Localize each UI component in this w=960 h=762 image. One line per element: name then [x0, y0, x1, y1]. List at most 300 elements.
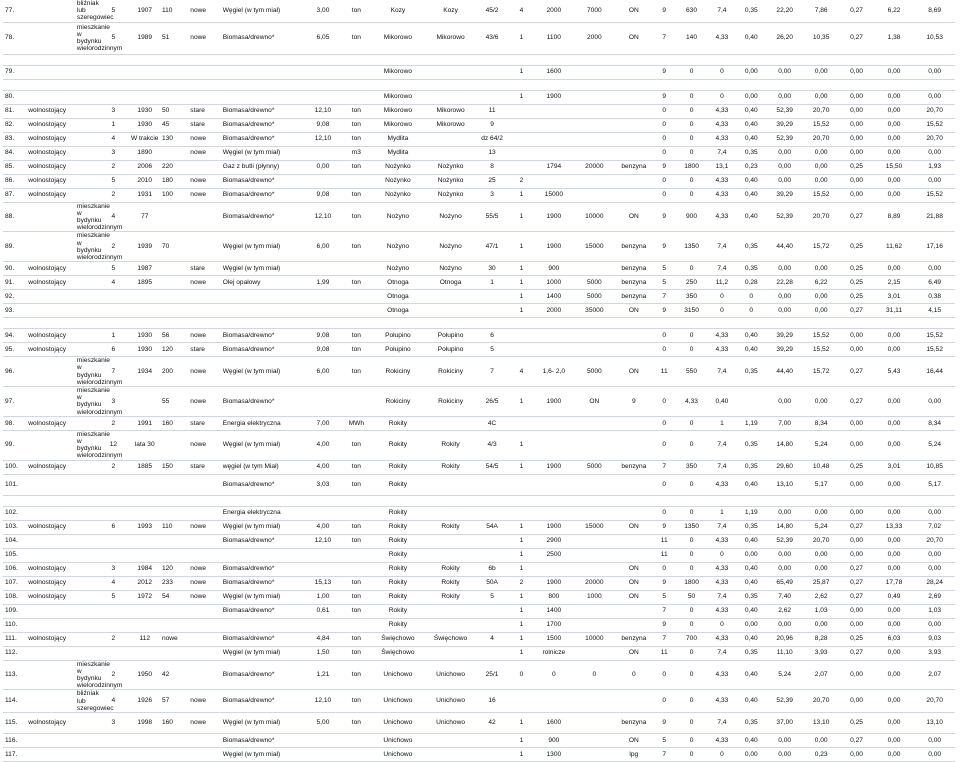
table-row [3, 748, 955, 762]
table-cell: 0,27 [839, 202, 873, 232]
table-cell [574, 90, 615, 104]
table-cell: 2010 [129, 174, 161, 188]
table-cell: Połupino [370, 343, 427, 357]
table-cell [303, 262, 344, 276]
table-row [3, 534, 955, 548]
table-cell: 9 [653, 713, 675, 734]
table-cell [161, 290, 189, 304]
table-cell: 52,39 [766, 202, 802, 232]
table-cell: 2,07 [803, 660, 839, 690]
table-cell: 1 [98, 118, 128, 132]
table-cell [161, 604, 189, 618]
table-cell: 39,29 [766, 118, 802, 132]
table-cell: Otnoga [370, 290, 427, 304]
table-cell: 1 [509, 262, 533, 276]
table-cell: 0 [653, 174, 675, 188]
table-cell: 2000 [534, 304, 575, 318]
table-cell [426, 79, 475, 90]
table-cell: ON [615, 22, 653, 54]
table-cell: 0,49 [874, 590, 915, 604]
table-cell [303, 65, 344, 79]
table-cell: 1100 [534, 22, 575, 54]
table-cell: 15,72 [803, 357, 839, 387]
table-cell [534, 318, 575, 329]
row-number-cell: 111. [3, 632, 27, 646]
table-cell [803, 79, 839, 90]
table-cell: 0 [675, 416, 707, 430]
table-cell: 1 [509, 632, 533, 646]
table-cell: nowe [189, 174, 221, 188]
table-cell: 160 [161, 713, 189, 734]
table-cell: 1800 [675, 160, 707, 174]
table-cell [426, 65, 475, 79]
table-cell: 9,03 [914, 632, 955, 646]
table-cell: 7000 [574, 0, 615, 22]
table-cell [653, 318, 675, 329]
table-cell: 0,00 [736, 90, 766, 104]
table-cell [426, 318, 475, 329]
table-cell: 20,96 [766, 632, 802, 646]
table-cell: Biomasa/drewno* [222, 174, 303, 188]
table-cell [76, 618, 98, 632]
table-row [3, 506, 955, 520]
table-cell: 2006 [129, 160, 161, 174]
table-cell: Mikorowo [370, 118, 427, 132]
table-cell [189, 506, 221, 520]
table-cell: Nożynko [370, 174, 427, 188]
table-cell: 42 [475, 713, 509, 734]
table-cell: 5 [98, 22, 128, 54]
table-cell: Nożyno [426, 202, 475, 232]
table-cell: 1 [509, 618, 533, 632]
table-cell: bliźniak lub szeregowiec [76, 0, 114, 22]
table-cell: 20,70 [803, 534, 839, 548]
table-cell: Węgiel (w tym miał) [222, 430, 303, 460]
table-cell [708, 79, 736, 90]
table-cell: 4 [98, 132, 128, 146]
table-cell [303, 304, 344, 318]
table-cell [534, 79, 575, 90]
table-cell: Rokity [370, 590, 427, 604]
table-row [3, 590, 955, 604]
table-cell: lpg [615, 748, 653, 762]
table-cell: 4,00 [303, 460, 344, 474]
table-cell: Unichowo [426, 690, 475, 713]
table-cell [98, 290, 128, 304]
table-cell: 4,33 [708, 343, 736, 357]
table-cell: 0 [675, 118, 707, 132]
table-cell: 4,33 [708, 690, 736, 713]
table-cell: 0,35 [736, 0, 766, 22]
table-cell [574, 79, 615, 90]
table-cell: Energia elektryczna [222, 506, 303, 520]
table-row [3, 416, 955, 430]
table-cell [189, 474, 221, 495]
table-cell: 1926 [129, 690, 161, 713]
table-cell: 1890 [129, 146, 161, 160]
table-cell [76, 646, 98, 660]
table-cell: stare [189, 104, 221, 118]
table-cell: 6,00 [303, 357, 344, 387]
table-cell: 2900 [534, 534, 575, 548]
table-cell: wolnostojący [27, 713, 76, 734]
table-cell: 45/2 [475, 0, 509, 22]
table-cell [189, 290, 221, 304]
table-cell [574, 329, 615, 343]
table-cell [574, 188, 615, 202]
table-cell: 7,4 [708, 357, 736, 387]
table-cell: 900 [534, 262, 575, 276]
table-cell: rolnicze [534, 646, 575, 660]
table-cell: 42 [161, 660, 189, 690]
table-cell [27, 232, 76, 262]
table-cell: 0,00 [874, 604, 915, 618]
table-cell: 39,29 [766, 343, 802, 357]
table-cell: 12,10 [303, 534, 344, 548]
table-cell [76, 276, 98, 290]
table-cell: nowe [189, 146, 221, 160]
row-number-cell: 78. [3, 22, 27, 54]
table-cell: 0,00 [914, 146, 955, 160]
table-cell: 1 [509, 590, 533, 604]
table-cell [370, 318, 427, 329]
table-cell [574, 548, 615, 562]
table-cell: 0,35 [736, 430, 766, 460]
table-cell [343, 748, 369, 762]
table-cell: 15,72 [803, 232, 839, 262]
table-cell [161, 276, 189, 290]
table-cell [509, 54, 533, 65]
table-cell: 30 [475, 262, 509, 276]
row-number-cell: 112. [3, 646, 27, 660]
table-cell: Biomasa/drewno* [222, 576, 303, 590]
table-cell [475, 604, 509, 618]
table-cell: 15,52 [914, 118, 955, 132]
table-cell [475, 79, 509, 90]
table-cell: nowe [189, 562, 221, 576]
table-cell [76, 562, 98, 576]
table-cell [161, 506, 189, 520]
table-cell: 11 [653, 646, 675, 660]
table-cell: 700 [675, 632, 707, 646]
table-cell [736, 79, 766, 90]
table-cell: wolnostojący [27, 416, 76, 430]
table-cell: 0,40 [736, 734, 766, 748]
table-cell: 2,07 [914, 660, 955, 690]
table-cell: 1900 [534, 520, 575, 534]
table-cell: 9,08 [303, 329, 344, 343]
table-cell: Biomasa/drewno* [222, 604, 303, 618]
table-cell [76, 474, 98, 495]
table-cell: 11 [653, 357, 675, 387]
row-number-cell: 94. [3, 329, 27, 343]
table-cell [76, 748, 98, 762]
table-cell: benzyna [615, 632, 653, 646]
table-cell: 20,70 [803, 202, 839, 232]
table-cell: 0 [653, 660, 675, 690]
table-cell: ON [574, 387, 615, 417]
table-cell [129, 290, 161, 304]
table-cell: 1 [509, 460, 533, 474]
table-cell [615, 534, 653, 548]
table-cell: 11,10 [766, 646, 802, 660]
table-cell: 0,00 [839, 534, 873, 548]
table-cell [76, 576, 98, 590]
table-cell: 4,33 [708, 632, 736, 646]
table-cell: Unichowo [370, 748, 427, 762]
table-cell [615, 118, 653, 132]
table-row [3, 132, 955, 146]
table-cell: 1 [509, 232, 533, 262]
table-cell: 0,00 [914, 618, 955, 632]
table-row [3, 276, 955, 290]
table-cell: 55/5 [475, 202, 509, 232]
table-cell: 9 [653, 304, 675, 318]
table-cell [574, 748, 615, 762]
table-cell: 14,80 [766, 430, 802, 460]
table-cell [615, 90, 653, 104]
table-cell: Rokity [426, 590, 475, 604]
table-cell [736, 495, 766, 506]
table-cell: 0,27 [839, 562, 873, 576]
table-cell [534, 104, 575, 118]
table-cell [475, 54, 509, 65]
table-cell: 3 [98, 104, 128, 118]
table-cell [534, 132, 575, 146]
table-cell [343, 734, 369, 748]
table-row [3, 90, 955, 104]
table-cell: 0 [675, 562, 707, 576]
table-cell [839, 54, 873, 65]
table-cell [574, 416, 615, 430]
table-cell: Unichowo [426, 660, 475, 690]
table-cell: 13,10 [803, 713, 839, 734]
table-cell: 0 [675, 132, 707, 146]
table-cell [189, 734, 221, 748]
table-row [3, 160, 955, 174]
table-cell [222, 318, 303, 329]
table-cell: 0,00 [874, 430, 915, 460]
table-cell [27, 604, 76, 618]
table-cell [426, 474, 475, 495]
table-cell [475, 495, 509, 506]
row-number-cell: 83. [3, 132, 27, 146]
table-cell [98, 474, 128, 495]
table-cell [161, 318, 189, 329]
table-cell [426, 646, 475, 660]
table-cell: Rokity [426, 576, 475, 590]
table-cell [222, 90, 303, 104]
table-cell: wolnostojący [27, 146, 76, 160]
table-cell [509, 329, 533, 343]
table-cell: 0,00 [874, 474, 915, 495]
table-cell: 0,40 [736, 576, 766, 590]
table-cell [161, 748, 189, 762]
table-cell [161, 618, 189, 632]
table-cell: 5,17 [914, 474, 955, 495]
table-row [3, 690, 955, 713]
table-cell: 0,23 [736, 160, 766, 174]
table-cell: 9 [475, 118, 509, 132]
table-cell: 0,00 [766, 65, 802, 79]
table-cell [27, 79, 76, 90]
table-cell: 15000 [534, 188, 575, 202]
table-cell [27, 618, 76, 632]
row-number-cell: 91. [3, 276, 27, 290]
table-cell: 0,40 [736, 690, 766, 713]
table-cell: 120 [161, 562, 189, 576]
table-cell: 5 [475, 343, 509, 357]
table-cell [675, 495, 707, 506]
table-cell [509, 79, 533, 90]
table-cell [76, 262, 98, 276]
table-cell: 8,28 [803, 632, 839, 646]
table-cell [343, 262, 369, 276]
table-cell [574, 65, 615, 79]
table-cell: 52,39 [766, 534, 802, 548]
table-cell: 0,00 [803, 262, 839, 276]
table-cell: 130 [161, 132, 189, 146]
table-cell: 0,25 [839, 262, 873, 276]
table-cell: Nożynko [426, 174, 475, 188]
row-number-cell: 106. [3, 562, 27, 576]
table-cell: Biomasa/drewno* [222, 104, 303, 118]
table-cell: 0,25 [839, 460, 873, 474]
table-cell: 1 [509, 65, 533, 79]
table-cell: 5000 [574, 290, 615, 304]
table-cell [509, 104, 533, 118]
table-cell: 350 [675, 460, 707, 474]
table-cell: 3 [475, 188, 509, 202]
table-cell: Mikorowo [426, 118, 475, 132]
table-row [3, 474, 955, 495]
table-cell: 20,70 [803, 104, 839, 118]
row-number-cell: 95. [3, 343, 27, 357]
table-cell: 0 [708, 548, 736, 562]
table-cell: 10,53 [914, 22, 955, 54]
table-cell: 0,00 [736, 618, 766, 632]
table-cell [426, 90, 475, 104]
table-cell: ton [343, 646, 369, 660]
table-cell: wolnostojący [27, 262, 76, 276]
table-cell: stare [189, 118, 221, 132]
table-cell: Biomasa/drewno* [222, 474, 303, 495]
table-cell: ON [615, 0, 653, 22]
table-cell [303, 562, 344, 576]
table-cell: 2,62 [766, 604, 802, 618]
table-cell: ton [343, 604, 369, 618]
table-cell: 14,80 [766, 520, 802, 534]
table-cell: 1989 [129, 22, 161, 54]
table-cell: 0 [615, 660, 653, 690]
table-cell: 110 [161, 0, 189, 22]
table-cell: 2500 [534, 548, 575, 562]
table-cell: 0,00 [303, 160, 344, 174]
table-cell [76, 520, 98, 534]
table-cell: 0,00 [736, 65, 766, 79]
table-cell: 8,69 [914, 0, 955, 22]
table-cell [98, 495, 128, 506]
table-cell: nowe [189, 188, 221, 202]
table-cell: Otnoga [370, 304, 427, 318]
table-cell: 5,24 [914, 430, 955, 460]
table-cell: 0,00 [874, 562, 915, 576]
table-cell: 29,60 [766, 460, 802, 474]
table-cell [574, 562, 615, 576]
table-cell: 0,28 [736, 276, 766, 290]
table-cell: mieszkanie w bydynku wielorodzinnym [76, 232, 123, 262]
table-cell: 1 [509, 548, 533, 562]
table-cell: Rokity [370, 474, 427, 495]
table-cell: nowe [189, 690, 221, 713]
table-cell [129, 54, 161, 65]
table-cell: 20,70 [914, 132, 955, 146]
table-cell: wolnostojący [27, 520, 76, 534]
table-cell: 1931 [129, 188, 161, 202]
table-cell: 4,33 [708, 474, 736, 495]
table-cell: 0 [675, 548, 707, 562]
table-cell: nowe [189, 387, 221, 417]
table-cell [426, 618, 475, 632]
table-cell [574, 132, 615, 146]
table-cell: 1 [509, 387, 533, 417]
table-cell: węgiel (w tym Miał) [222, 460, 303, 474]
table-cell: mieszkanie w bydynku wielorodzinnym [76, 23, 123, 53]
table-cell [98, 618, 128, 632]
table-cell [27, 22, 76, 54]
table-cell: 0,40 [736, 188, 766, 202]
table-cell [509, 118, 533, 132]
table-cell [27, 65, 76, 79]
table-cell: 1972 [129, 590, 161, 604]
table-cell: ton [343, 660, 369, 690]
table-cell: 7 [653, 604, 675, 618]
table-cell [615, 146, 653, 160]
table-cell: 1 [509, 430, 533, 460]
table-cell: 1 [509, 562, 533, 576]
table-cell: ton [343, 343, 369, 357]
table-cell [426, 290, 475, 304]
table-cell: 50 [675, 590, 707, 604]
table-cell: 6 [475, 329, 509, 343]
table-cell: 26/5 [475, 387, 509, 417]
table-row [3, 646, 955, 660]
table-cell: 1 [509, 202, 533, 232]
table-cell: 8,89 [874, 202, 915, 232]
row-number-cell: 104. [3, 534, 27, 548]
table-cell [189, 318, 221, 329]
table-cell [534, 562, 575, 576]
table-cell [509, 343, 533, 357]
table-cell [615, 495, 653, 506]
table-cell [129, 534, 161, 548]
table-cell: Mikorowo [370, 22, 427, 54]
row-number-cell: 114. [3, 690, 27, 713]
table-cell: 0,00 [803, 90, 839, 104]
row-number-cell: 90. [3, 262, 27, 276]
table-cell [189, 548, 221, 562]
table-row [3, 520, 955, 534]
table-cell: Węgiel (w tym miał) [222, 520, 303, 534]
table-cell: 0,25 [839, 632, 873, 646]
table-row [3, 232, 955, 262]
table-cell [653, 495, 675, 506]
table-cell [129, 506, 161, 520]
table-cell: 0 [675, 430, 707, 460]
table-cell: Rokity [370, 520, 427, 534]
table-cell [189, 632, 221, 646]
table-cell: 15,52 [914, 329, 955, 343]
